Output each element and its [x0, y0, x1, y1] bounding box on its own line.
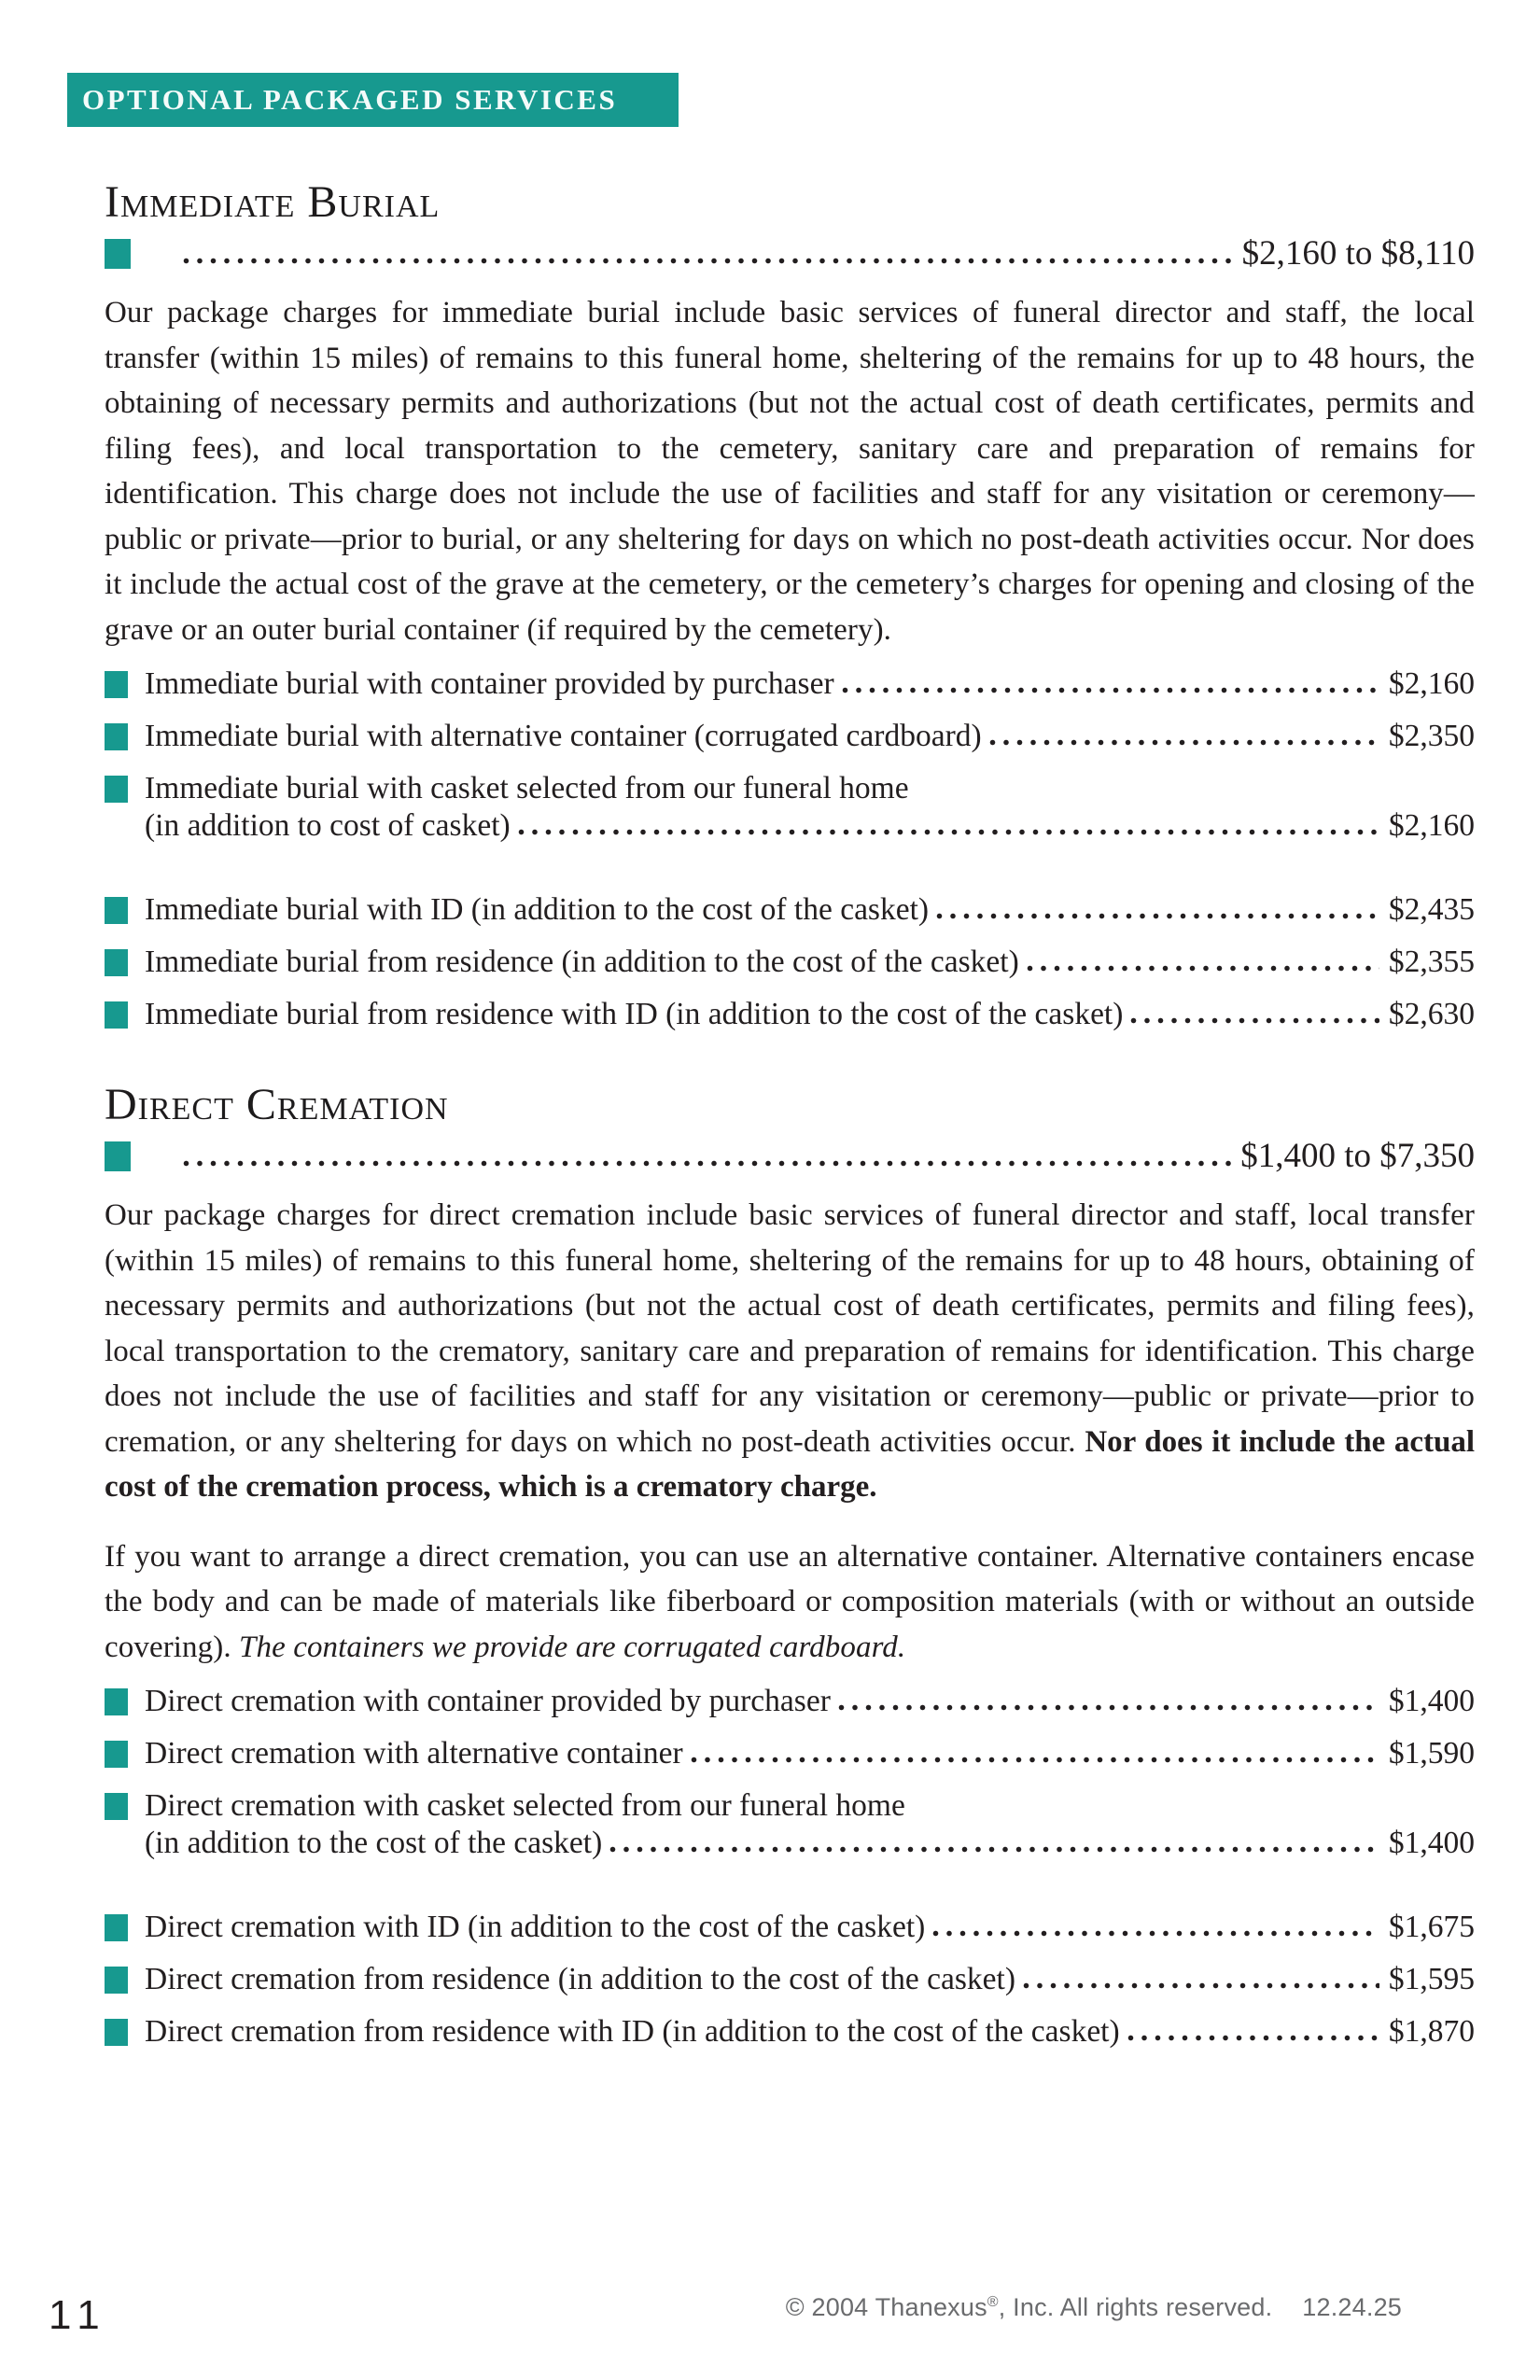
page-number: 11 [49, 2292, 108, 2338]
price-range-value: $2,160 to $8,110 [1241, 234, 1475, 273]
dot-leader [518, 829, 1379, 835]
item-label: Immediate burial with alternative container (corrugated cardboard) [145, 719, 982, 753]
bullet-square-icon [105, 897, 128, 924]
bullet-square-icon [105, 1001, 128, 1029]
price-list-item [105, 770, 1475, 845]
bullet-square-icon [105, 723, 128, 750]
copyright-prefix: © 2004 Thanexus [785, 2293, 987, 2321]
price-list-item [105, 665, 1475, 703]
price-range-value: $1,400 to $7,350 [1240, 1137, 1475, 1175]
bullet-square-icon [105, 1967, 128, 1994]
paragraph-text: If you want to arrange a direct cremation, you can use an alternative container. Alternative containers encase the body and can be made of materials like fiberboard or composition materials (with or without an outside covering). [105, 1539, 1475, 1664]
dot-leader [1027, 965, 1379, 972]
section-title-immediate-burial: Immediate Burial [105, 177, 441, 227]
registered-trademark-icon: ® [987, 2294, 999, 2310]
section-paragraph [105, 290, 1475, 652]
price-list-item [105, 996, 1475, 1033]
bullet-square-icon [105, 671, 128, 698]
bullet-square-icon [105, 239, 131, 269]
item-price: $2,350 [1388, 719, 1475, 753]
copyright-suffix: , Inc. All rights reserved. [998, 2293, 1273, 2321]
footer-date: 12.24.25 [1302, 2293, 1402, 2321]
price-list-item [105, 1787, 1475, 1862]
item-price: $1,870 [1388, 2014, 1475, 2049]
price-list-item [105, 1909, 1475, 1946]
dot-leader [183, 258, 1233, 264]
item-label: Immediate burial from residence (in addition to the cost of the casket) [145, 945, 1019, 979]
item-label: Direct cremation with container provided by purchaser [145, 1684, 831, 1718]
price-range-row [105, 1136, 1475, 1176]
dot-leader [183, 1160, 1231, 1167]
price-list [105, 665, 1475, 1033]
price-list-item [105, 1961, 1475, 1998]
price-list-item [105, 891, 1475, 929]
paragraph-text: Our package charges for immediate burial include basic services of funeral director and staff, the local transfer (within 15 miles) of remains to this funeral home, sheltering of the remains for up to 48 hours, the obtaining of necessary permits and authorizations (but not the actual cost of death certificates, permits and filing fees), and local transportation to the cemetery, sanitary care and preparation of remains for identification. This charge does not include the use of facilities and staff for any visitation or ceremony—public or private—prior to burial, or any sheltering for days on which no post-death activities occur. Nor does it include the actual cost of the grave at the cemetery, or the cemetery’s charges for opening and closing of the grave or an outer burial container (if required by the cemetery). [105, 296, 1475, 647]
item-price: $2,355 [1388, 945, 1475, 979]
dot-leader [1130, 1017, 1379, 1024]
price-list-item [105, 1683, 1475, 1720]
item-label-line2: (in addition to cost of casket) [145, 808, 511, 843]
section-badge: OPTIONAL PACKAGED SERVICES [67, 73, 679, 127]
item-label: Immediate burial with container provided by purchaser [145, 666, 834, 701]
item-price: $1,590 [1388, 1736, 1475, 1771]
dot-leader [838, 1704, 1379, 1711]
item-label: Immediate burial from residence with ID (in addition to the cost of the casket) [145, 997, 1124, 1031]
item-label: Immediate burial with ID (in addition to the cost of the casket) [145, 892, 930, 927]
item-price: $1,595 [1388, 1962, 1475, 1996]
item-price: $2,160 [1388, 666, 1475, 701]
section-title-direct-cremation: Direct Cremation [105, 1080, 449, 1129]
paragraph-text: Our package charges for direct cremation include basic services of funeral director and staff, local transfer (within 15 miles) of remains to this funeral home, sheltering of the remains for up to 48 hours, obtaining of necessary permits and authorizations (but not the actual cost of death certificates, permits and filing fees), local transportation to the crematory, sanitary care and preparation of remains for identification. This charge does not include the use of facilities and staff for any visitation or ceremony—public or private—prior to cremation, or any sheltering for days on which no post-death activities occur. [105, 1198, 1475, 1459]
item-price: $2,160 [1388, 808, 1475, 843]
bullet-square-icon [105, 1914, 128, 1941]
bullet-square-icon [105, 949, 128, 976]
dot-leader [989, 739, 1379, 746]
bullet-square-icon [105, 2019, 128, 2046]
bullet-square-icon [105, 1141, 131, 1171]
item-price: $1,675 [1388, 1910, 1475, 1944]
dot-leader [842, 687, 1379, 693]
item-label: Direct cremation from residence with ID (in addition to the cost of the casket) [145, 2014, 1120, 2049]
paragraph-italic-text: The containers we provide are corrugated cardboard. [239, 1630, 906, 1664]
bullet-square-icon [105, 1741, 128, 1768]
dot-leader [1127, 2035, 1379, 2041]
bullet-square-icon [105, 776, 128, 803]
item-label: Direct cremation with alternative container [145, 1736, 683, 1771]
item-label: Direct cremation from residence (in addition to the cost of the casket) [145, 1962, 1015, 1996]
paragraph-bold-text: Nor does it include the actual cost of the cremation process, which is a crematory charge. [105, 1424, 1475, 1504]
item-label: Immediate burial with casket selected from our funeral home [145, 771, 909, 805]
price-range-row [105, 233, 1475, 273]
item-price: $1,400 [1388, 1684, 1475, 1718]
item-price: $1,400 [1388, 1826, 1475, 1860]
footer-copyright [786, 2293, 1402, 2322]
dot-leader [1023, 1982, 1379, 1989]
section-paragraph [105, 1193, 1475, 1510]
price-list-item [105, 1735, 1475, 1772]
dot-leader [932, 1930, 1379, 1937]
bullet-square-icon [105, 1793, 128, 1820]
bullet-square-icon [105, 1688, 128, 1715]
dot-leader [936, 913, 1379, 919]
item-price: $2,435 [1388, 892, 1475, 927]
item-label: Direct cremation with ID (in addition to the cost of the casket) [145, 1910, 926, 1944]
item-label: Direct cremation with casket selected from our funeral home [145, 1788, 905, 1823]
section-paragraph [105, 1534, 1475, 1671]
price-list-item [105, 718, 1475, 755]
price-list-item [105, 944, 1475, 981]
item-label-line2: (in addition to the cost of the casket) [145, 1826, 603, 1860]
price-list [105, 1683, 1475, 2051]
dot-leader [691, 1757, 1379, 1763]
price-list-item [105, 2013, 1475, 2051]
dot-leader [609, 1846, 1379, 1853]
item-price: $2,630 [1388, 997, 1475, 1031]
page-content [67, 177, 1475, 2051]
